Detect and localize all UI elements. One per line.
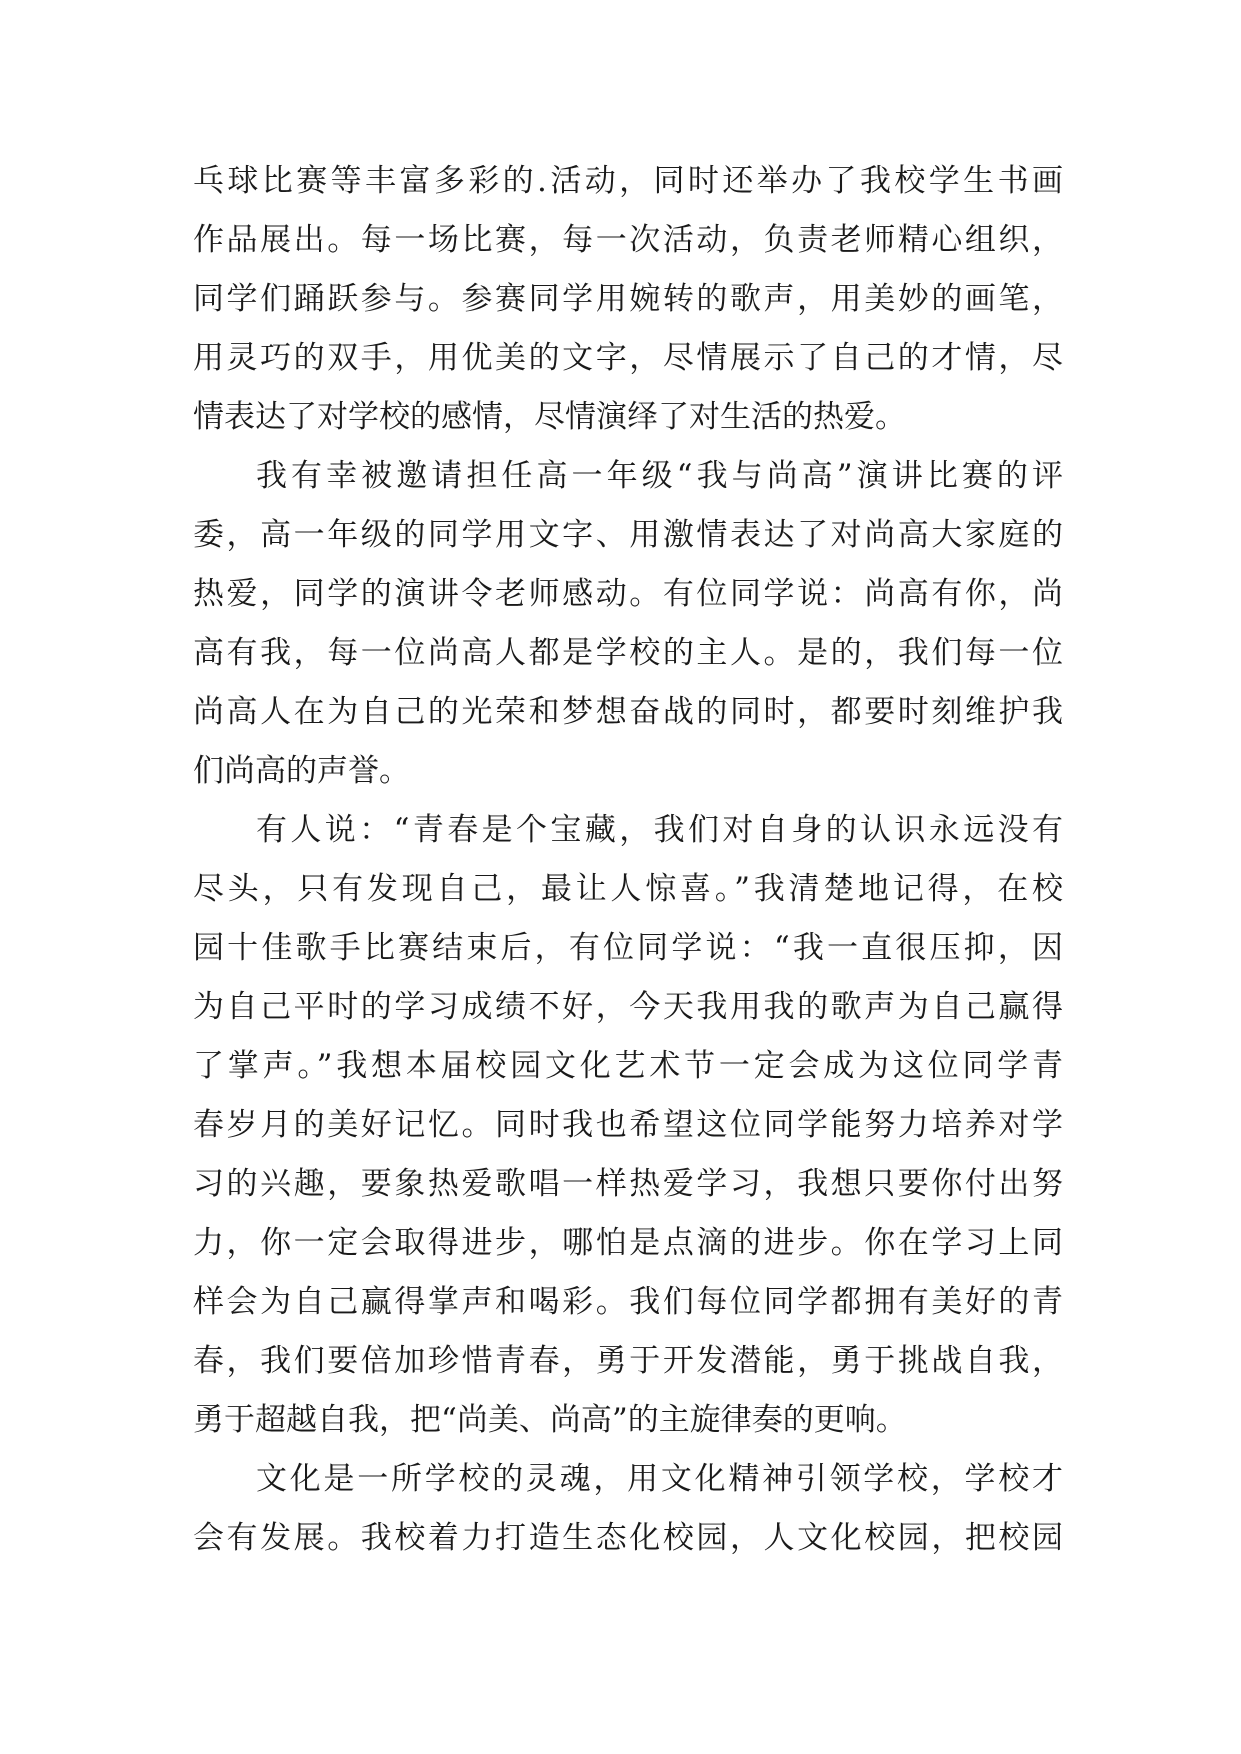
text-line: 情表达了对学校的感情，尽情演绎了对生活的热爱。 — [193, 399, 906, 435]
text-line: 作品展出。每一场比赛，每一次活动，负责老师精心组织， — [193, 222, 1063, 258]
text-line: 力，你一定会取得进步，哪怕是点滴的进步。你在学习上同 — [193, 1225, 1063, 1261]
text-line: 春岁月的美好记忆。同时我也希望这位同学能努力培养对学 — [193, 1107, 1063, 1143]
text-line: 热爱，同学的演讲令老师感动。有位同学说：尚高有你，尚 — [193, 576, 1063, 612]
text-line: 尚高人在为自己的光荣和梦想奋战的同时，都要时刻维护我 — [193, 694, 1063, 730]
text-line: 委，高一年级的同学用文字、用激情表达了对尚高大家庭的 — [193, 517, 1063, 553]
text-line: 勇于超越自我，把“尚美、尚高”的主旋律奏的更响。 — [193, 1402, 907, 1438]
text-line: 为自己平时的学习成绩不好，今天我用我的歌声为自己赢得 — [193, 989, 1063, 1025]
text-line: 样会为自己赢得掌声和喝彩。我们每位同学都拥有美好的青 — [193, 1284, 1063, 1320]
text-line: 会有发展。我校着力打造生态化校园，人文化校园，把校园 — [193, 1520, 1063, 1556]
text-line: 了掌声。”我想本届校园文化艺术节一定会成为这位同学青 — [193, 1048, 1063, 1084]
text-line: 园十佳歌手比赛结束后，有位同学说：“我一直很压抑，因 — [193, 930, 1063, 966]
text-line: 们尚高的声誉。 — [193, 753, 410, 789]
text-line: 春，我们要倍加珍惜青春，勇于开发潜能，勇于挑战自我， — [193, 1343, 1063, 1379]
text-line: 高有我，每一位尚高人都是学校的主人。是的，我们每一位 — [193, 635, 1063, 671]
paragraph-first-line: 文化是一所学校的灵魂，用文化精神引领学校，学校才 — [256, 1461, 1063, 1497]
text-line: 习的兴趣，要象热爱歌唱一样热爱学习，我想只要你付出努 — [193, 1166, 1063, 1202]
text-line: 尽头，只有发现自己，最让人惊喜。”我清楚地记得，在校 — [193, 871, 1063, 907]
paragraph-first-line: 我有幸被邀请担任高一年级“我与尚高”演讲比赛的评 — [256, 458, 1063, 494]
text-line: 同学们踊跃参与。参赛同学用婉转的歌声，用美妙的画笔， — [193, 281, 1063, 317]
paragraph-first-line: 有人说：“青春是个宝藏，我们对自身的认识永远没有 — [256, 812, 1063, 848]
text-line: 乓球比赛等丰富多彩的.活动，同时还举办了我校学生书画 — [193, 163, 1063, 199]
text-line: 用灵巧的双手，用优美的文字，尽情展示了自己的才情，尽 — [193, 340, 1063, 376]
